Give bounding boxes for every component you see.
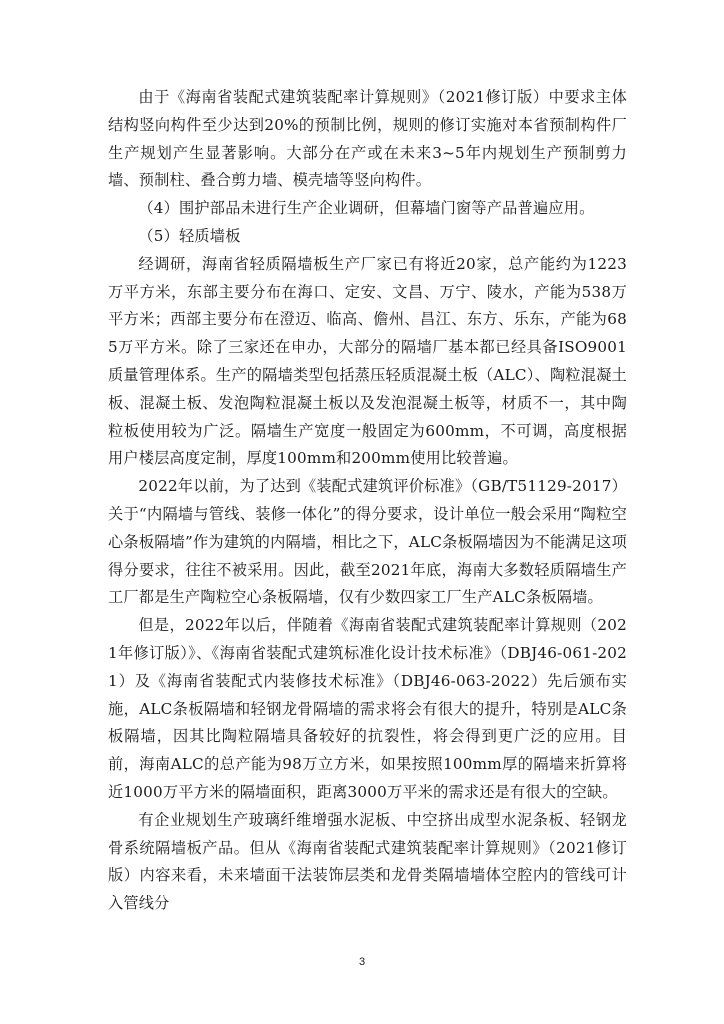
paragraph-enclosure-components: （4）围护部品未进行生产企业调研，但幕墙门窗等产品普遍应用。 bbox=[138, 199, 595, 218]
document-body bbox=[108, 84, 627, 918]
paragraph-after-2022: 但是，2022年以后，伴随着《海南省装配式建筑装配率计算规则（2021年修订版）》、《海南省装配式建筑标准化设计技术标准》（DBJ46-061-2021）及《海南省装配式内装修技术标准》（DBJ46-063-2022）先后颁布实施，ALC条板隔墙和轻钢龙骨隔墙的需求将会有很大的提升，特别是ALC条板隔墙，因其比陶粒隔墙具备较好的抗裂性，将会得到更广泛的应用。目前，海南ALC的总产能为98万立方米，如果按照100mm厚的隔墙来折算将近1000万平方米的隔墙面积，距离3000万平米的需求还是有很大的空缺。 bbox=[108, 616, 627, 801]
section-heading-lightweight-wall-panels: （5）轻质墙板 bbox=[138, 226, 241, 245]
paragraph-survey-capacity: 经调研，海南省轻质隔墙板生产厂家已有将近20家，总产能约为1223万平方米，东部主要分布在海口、定安、文昌、万宁、陵水，产能为538万平方米；西部主要分布在澄迈、临高、儋州、昌江、东方、乐东，产能为685万平方米。除了三家还在申办，大部分的隔墙厂基本都已经具备ISO9001质量管理体系。生产的隔墙类型包括蒸压轻质混凝土板（ALC）、陶粒混凝土板、混凝土板、发泡陶粒混凝土板以及发泡混凝土板等，材质不一，其中陶粒板使用较为广泛。隔墙生产宽度一般固定为600mm，不可调，高度根据用户楼层高度定制，厚度100mm和200mm使用比较普遍。 bbox=[108, 254, 627, 468]
paragraph-prefab-ratio: 由于《海南省装配式建筑装配率计算规则》（2021修订版）中要求主体结构竖向构件至少达到20%的预制比例，规则的修订实施对本省预制构件厂生产规划产生显著影响。大部分在产或在未来3~5年内规划生产预制剪力墙、预制柱、叠合剪力墙、模壳墙等竖向构件。 bbox=[108, 88, 627, 190]
page-number: 3 bbox=[358, 956, 366, 968]
paragraph-planned-products: 有企业规划生产玻璃纤维增强水泥板、中空挤出成型水泥条板、轻钢龙骨系统隔墙板产品。但从《海南省装配式建筑装配率计算规则》（2021修订版）内容来看，未来墙面干法装饰层类和龙骨类隔墙墙体空腔内的管线可计入管线分 bbox=[108, 810, 627, 913]
paragraph-before-2022: 2022年以前，为了达到《装配式建筑评价标准》（GB/T51129-2017）关于“内隔墙与管线、装修一体化”的得分要求，设计单位一般会采用“陶粒空心条板隔墙”作为建筑的内隔墙，相比之下，ALC条板隔墙因为不能满足这项得分要求，往往不被采用。因此，截至2021年底，海南大多数轻质隔墙生产工厂都是生产陶粒空心条板隔墙，仅有少数四家工厂生产ALC条板隔墙。 bbox=[108, 477, 627, 607]
